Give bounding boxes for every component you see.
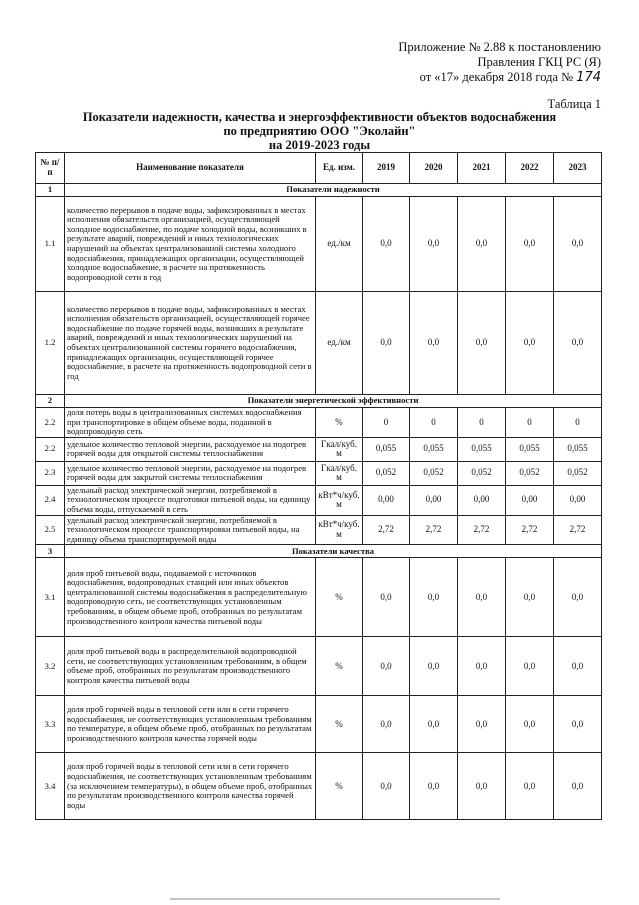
header-name: Наименование показателя: [65, 153, 316, 184]
unit-cell: кВт*ч/куб. м: [316, 515, 363, 545]
value-cell: 0,00: [363, 485, 410, 515]
section-row: [36, 395, 602, 408]
unit-cell: %: [316, 637, 363, 696]
value-cell: 0,00: [458, 485, 506, 515]
value-cell: 0,0: [554, 292, 602, 395]
value-cell: 0,0: [458, 558, 506, 637]
value-cell: 0,0: [410, 292, 458, 395]
value-cell: 0,052: [410, 461, 458, 485]
value-cell: 0,052: [506, 461, 554, 485]
table-body: [36, 184, 602, 820]
table-row: [36, 696, 602, 753]
value-cell: 0,0: [554, 197, 602, 292]
table-row: [36, 292, 602, 395]
indicator-name: количество перерывов в подаче воды, зафиксированных в местах исполнения обязательств организацией, осуществляющей горячее водоснабжение по подаче горячей воды, возникших в результате аварий, повреждений и иных технологических нарушений на объектах централизованной системы горячего водоснабжения, принадлежащих организации, осуществляющей горячее водоснабжение, в расчете на протяженность водопроводной сети в год: [65, 292, 316, 395]
table-row: [36, 408, 602, 438]
row-number: 3.1: [36, 558, 65, 637]
indicator-name: доля проб горячей воды в тепловой сети или в сети горячего водоснабжения, не соответствующих установленным требованиям (за исключением температуры), в общем объеме проб, отобранных по результатам производственного контроля качества горячей воды: [65, 753, 316, 820]
value-cell: 0,0: [363, 753, 410, 820]
order-prefix: от «17» декабря 2018 года №: [419, 70, 574, 84]
header-year: 2020: [410, 153, 458, 184]
value-cell: 0,052: [458, 461, 506, 485]
unit-cell: кВт*ч/куб. м: [316, 485, 363, 515]
value-cell: 0,0: [363, 197, 410, 292]
order-line: [420, 70, 601, 85]
value-cell: 0,0: [363, 558, 410, 637]
value-cell: 0,0: [554, 558, 602, 637]
row-number: 3.3: [36, 696, 65, 753]
value-cell: 0,052: [554, 461, 602, 485]
unit-cell: Гкал/куб. м: [316, 437, 363, 461]
header-year: 2019: [363, 153, 410, 184]
table-row: [36, 197, 602, 292]
row-number: 2.4: [36, 485, 65, 515]
section-number: 1: [36, 184, 65, 197]
table-row: [36, 437, 602, 461]
unit-cell: Гкал/куб. м: [316, 461, 363, 485]
table-row: [36, 637, 602, 696]
value-cell: 0,0: [506, 696, 554, 753]
indicator-name: удельный расход электрической энергии, потребляемой в технологическом процессе подготовки питьевой воды, на единицу объема воды, отпускаемой в сеть: [65, 485, 316, 515]
row-number: 1.2: [36, 292, 65, 395]
document-title-line-2: по предприятию ООО "Эколайн": [223, 124, 416, 138]
value-cell: 0,0: [458, 696, 506, 753]
value-cell: 0,0: [506, 558, 554, 637]
value-cell: 0,00: [554, 485, 602, 515]
table-header-row: [36, 153, 602, 184]
indicator-name: удельный расход электрической энергии, потребляемой в технологическом процессе транспортировки питьевой воды, на единицу объема транспортируемой воды: [65, 515, 316, 545]
header-num: № п/п: [36, 153, 65, 184]
value-cell: 0,0: [458, 753, 506, 820]
indicator-name: доля проб питьевой воды, подаваемой с источников водоснабжения, водопроводных станций или иных объектов централизованной системы водоснабжения в распределительную водопроводную сеть, не соответствующих установленным требованиям, в общем объеме проб, отобранных по результатам производственного контроля качества питьевой воды: [65, 558, 316, 637]
table-row: [36, 753, 602, 820]
value-cell: 0,0: [410, 753, 458, 820]
table-row: [36, 515, 602, 545]
row-number: 2.3: [36, 461, 65, 485]
value-cell: 0,00: [506, 485, 554, 515]
header-year: 2023: [554, 153, 602, 184]
row-number: 3.2: [36, 637, 65, 696]
value-cell: 0,0: [458, 292, 506, 395]
value-cell: 0,0: [506, 753, 554, 820]
indicator-name: доля потерь воды в централизованных системах водоснабжения при транспортировке в общем объеме воды, поданной в водопроводную сеть: [65, 408, 316, 438]
value-cell: 0: [506, 408, 554, 438]
value-cell: 0,055: [458, 437, 506, 461]
value-cell: 0,0: [410, 558, 458, 637]
value-cell: 0,055: [506, 437, 554, 461]
value-cell: 0,0: [458, 637, 506, 696]
scan-artifact-line: [170, 898, 500, 900]
value-cell: 0: [410, 408, 458, 438]
value-cell: 0: [363, 408, 410, 438]
value-cell: 0,0: [363, 696, 410, 753]
indicator-name: доля проб горячей воды в тепловой сети или в сети горячего водоснабжения, не соответствующих установленным требованиям по температуре, в общем объеме проб, отобранных по результатам производственного контроля качества горячей воды: [65, 696, 316, 753]
table-row: [36, 558, 602, 637]
unit-cell: %: [316, 753, 363, 820]
section-title: Показатели надежности: [65, 184, 602, 197]
value-cell: 2,72: [363, 515, 410, 545]
value-cell: 0,055: [410, 437, 458, 461]
unit-cell: %: [316, 696, 363, 753]
row-number: 2.2: [36, 437, 65, 461]
value-cell: 0,0: [363, 637, 410, 696]
indicators-table: [35, 152, 602, 820]
value-cell: 0,0: [506, 292, 554, 395]
indicator-name: удельное количество тепловой энергии, расходуемое на подогрев горячей воды для открытой системы теплоснабжения: [65, 437, 316, 461]
value-cell: 2,72: [506, 515, 554, 545]
value-cell: 0,0: [554, 696, 602, 753]
value-cell: 0,052: [363, 461, 410, 485]
value-cell: 0,055: [554, 437, 602, 461]
value-cell: 0,055: [363, 437, 410, 461]
header-year: 2021: [458, 153, 506, 184]
row-number: 2.2: [36, 408, 65, 438]
section-number: 2: [36, 395, 65, 408]
value-cell: 0: [554, 408, 602, 438]
value-cell: 2,72: [554, 515, 602, 545]
unit-cell: ед./км: [316, 292, 363, 395]
value-cell: 0,0: [410, 696, 458, 753]
document-title-line-3: на 2019-2023 годы: [268, 138, 371, 152]
board-line: Правления ГКЦ РС (Я): [477, 55, 601, 69]
value-cell: 0,0: [410, 197, 458, 292]
value-cell: 2,72: [410, 515, 458, 545]
unit-cell: ед./км: [316, 197, 363, 292]
table-label: Таблица 1: [547, 97, 601, 111]
value-cell: 2,72: [458, 515, 506, 545]
section-row: [36, 545, 602, 558]
document-title-line-1: Показатели надежности, качества и энергоэффективности объектов водоснабжения: [82, 110, 557, 124]
row-number: 2.5: [36, 515, 65, 545]
table-row: [36, 461, 602, 485]
section-row: [36, 184, 602, 197]
value-cell: 0,0: [363, 292, 410, 395]
section-number: 3: [36, 545, 65, 558]
value-cell: 0,0: [506, 637, 554, 696]
value-cell: 0,0: [554, 753, 602, 820]
row-number: 3.4: [36, 753, 65, 820]
value-cell: 0,0: [506, 197, 554, 292]
appendix-line: Приложение № 2.88 к постановлению: [398, 40, 601, 54]
indicator-name: доля проб питьевой воды в распределительной водопроводной сети, не соответствующих установленным требованиям, в общем объеме проб, отобранных по результатам производственного контроля качества питьевой воды: [65, 637, 316, 696]
order-number-handwritten: 174: [576, 70, 601, 85]
indicator-name: удельное количество тепловой энергии, расходуемое на подогрев горячей воды для закрытой системы теплоснабжения: [65, 461, 316, 485]
row-number: 1.1: [36, 197, 65, 292]
section-title: Показатели энергетической эффективности: [65, 395, 602, 408]
header-unit: Ед. изм.: [316, 153, 363, 184]
value-cell: 0,0: [554, 637, 602, 696]
value-cell: 0: [458, 408, 506, 438]
value-cell: 0,0: [410, 637, 458, 696]
table-row: [36, 485, 602, 515]
value-cell: 0,0: [458, 197, 506, 292]
value-cell: 0,00: [410, 485, 458, 515]
unit-cell: %: [316, 408, 363, 438]
header-year: 2022: [506, 153, 554, 184]
indicator-name: количество перерывов в подаче воды, зафиксированных в местах исполнения обязательств организацией, осуществляющей холодное водоснабжение, по подаче холодной воды, возникших в результате аварий, повреждений и иных технологических нарушений на объектах централизованной системы холодного водоснабжения, принадлежащих организации, осуществляющей холодное водоснабжение, в расчете на протяженность водопроводной сети в год: [65, 197, 316, 292]
unit-cell: %: [316, 558, 363, 637]
section-title: Показатели качества: [65, 545, 602, 558]
